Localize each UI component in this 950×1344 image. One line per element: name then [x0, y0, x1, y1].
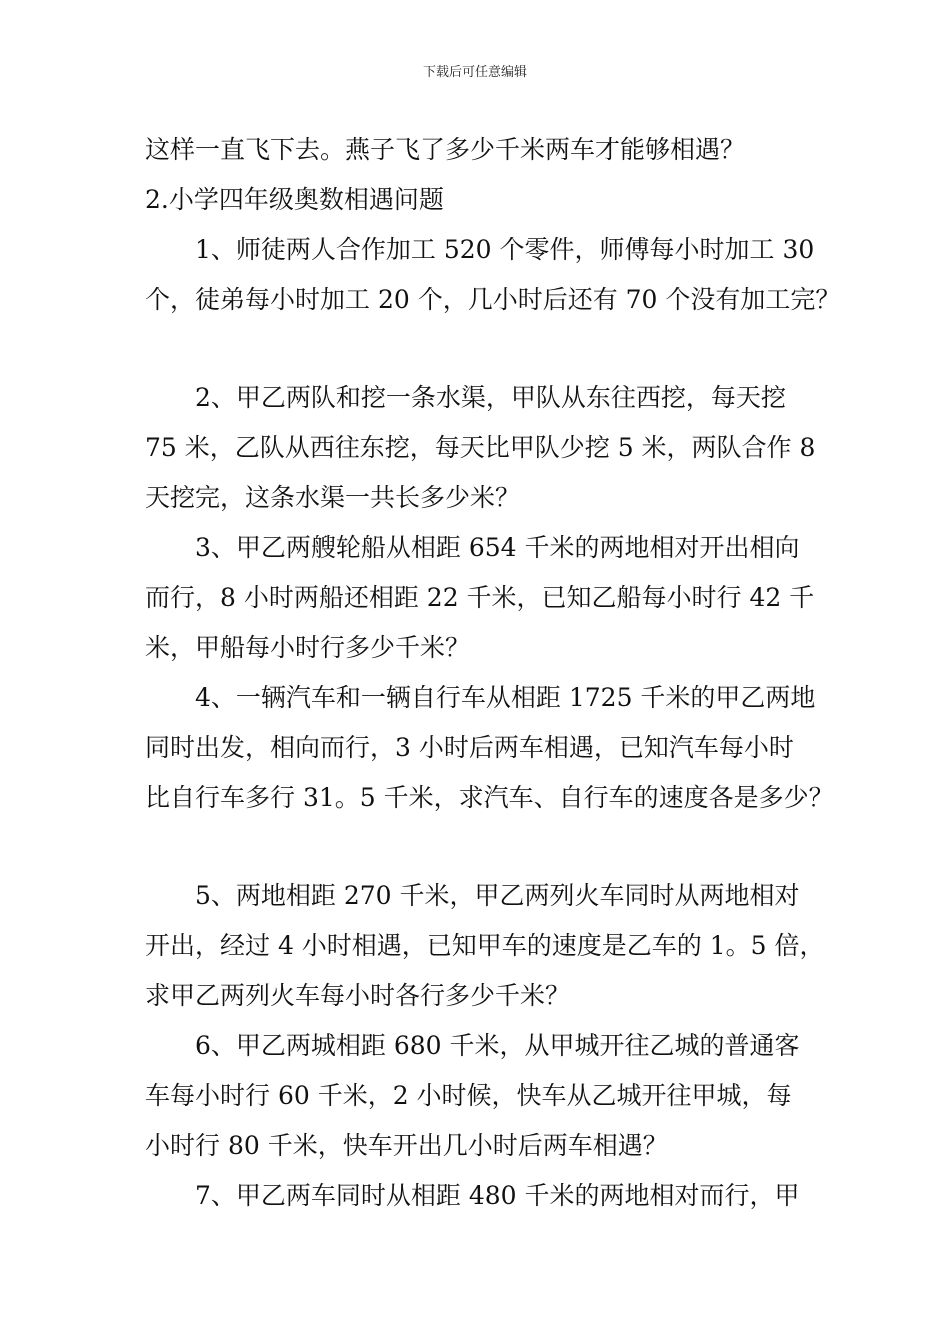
problem-line: 比自行车多行 31。5 千米，求汽车、自行车的速度各是多少？	[145, 783, 834, 812]
problem-line: 小时行 80 千米，快车开出几小时后两车相遇？	[145, 1131, 668, 1160]
continuation-line: 这样一直飞下去。燕子飞了多少千米两车才能够相遇？	[145, 135, 746, 164]
problem-line: 2、甲乙两队和挖一条水渠，甲队从东往西挖，每天挖	[195, 383, 786, 412]
section-title: 2.小学四年级奥数相遇问题	[145, 185, 444, 214]
problem-line: 5、两地相距 270 千米，甲乙两列火车同时从两地相对	[195, 881, 800, 910]
problem-line: 而行，8 小时两船还相距 22 千米，已知乙船每小时行 42 千	[145, 583, 815, 612]
problem-line: 4、一辆汽车和一辆自行车从相距 1725 千米的甲乙两地	[195, 683, 816, 712]
problem-line: 开出，经过 4 小时相遇，已知甲车的速度是乙车的 1。5 倍，	[145, 931, 825, 960]
problem-line: 个，徒弟每小时加工 20 个，几小时后还有 70 个没有加工完？	[145, 285, 841, 314]
problem-line: 7、甲乙两车同时从相距 480 千米的两地相对而行，甲	[195, 1181, 800, 1210]
problem-line: 1、师徒两人合作加工 520 个零件，师傅每小时加工 30	[195, 235, 815, 264]
problem-line: 米，甲船每小时行多少千米？	[145, 633, 471, 662]
problem-line: 6、甲乙两城相距 680 千米，从甲城开往乙城的普通客	[195, 1031, 800, 1060]
page-header: 下载后可任意编辑	[422, 65, 527, 80]
problem-line: 3、甲乙两艘轮船从相距 654 千米的两地相对开出相向	[195, 533, 800, 562]
problem-line: 求甲乙两列火车每小时各行多少千米？	[145, 981, 571, 1010]
problem-line: 车每小时行 60 千米，2 小时候，快车从乙城开往甲城，每	[145, 1081, 792, 1110]
problem-line: 天挖完，这条水渠一共长多少米？	[145, 483, 521, 512]
problem-line: 75 米，乙队从西往东挖，每天比甲队少挖 5 米，两队合作 8	[145, 433, 816, 462]
problem-line: 同时出发，相向而行，3 小时后两车相遇，已知汽车每小时	[145, 733, 794, 762]
